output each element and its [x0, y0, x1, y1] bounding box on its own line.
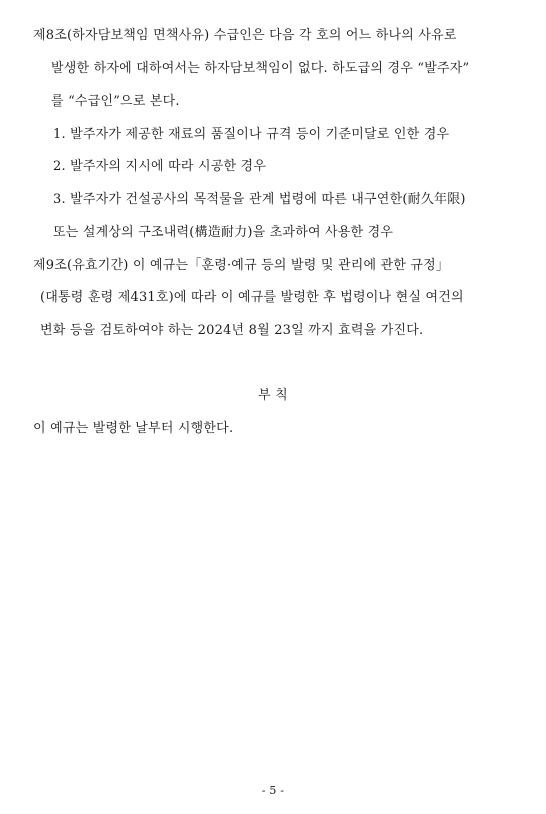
article9-text-line: 변화 등을 검토하여야 하는 2024년 8월 23일 까지 효력을 가진다.	[40, 323, 424, 338]
article8-text-line: 발생한 하자에 대하여서는 하자담보책임이 없다. 하도급의 경우 “발주자”	[51, 61, 470, 76]
article9-title-line: 제9조(유효기간) 이 예규는「훈령·예규 등의 발령 및 관리에 관한 규정」	[33, 258, 450, 273]
article8-item-2: 2. 발주자의 지시에 따라 시공한 경우	[53, 159, 267, 174]
addendum-heading: 부 칙	[258, 388, 288, 403]
article8-item-3-continued: 또는 설계상의 구조내력(構造耐力)을 초과하여 사용한 경우	[53, 225, 394, 240]
page-number: - 5 -	[261, 784, 285, 797]
article8-item-3: 3. 발주자가 건설공사의 목적물을 관계 법령에 따른 내구연한(耐久年限)	[53, 192, 466, 207]
article9-text-line: (대통령 훈령 제431호)에 따라 이 예규를 발령한 후 법령이나 현실 여건의	[40, 290, 464, 305]
article8-item-1: 1. 발주자가 제공한 재료의 품질이나 규격 등이 기준미달로 인한 경우	[53, 127, 450, 142]
article8-title-line: 제8조(하자담보책임 면책사유) 수급인은 다음 각 호의 어느 하나의 사유로	[33, 28, 457, 43]
addendum-text: 이 예규는 발령한 날부터 시행한다.	[33, 421, 234, 436]
article8-text-line: 를 “수급인”으로 본다.	[51, 94, 180, 109]
